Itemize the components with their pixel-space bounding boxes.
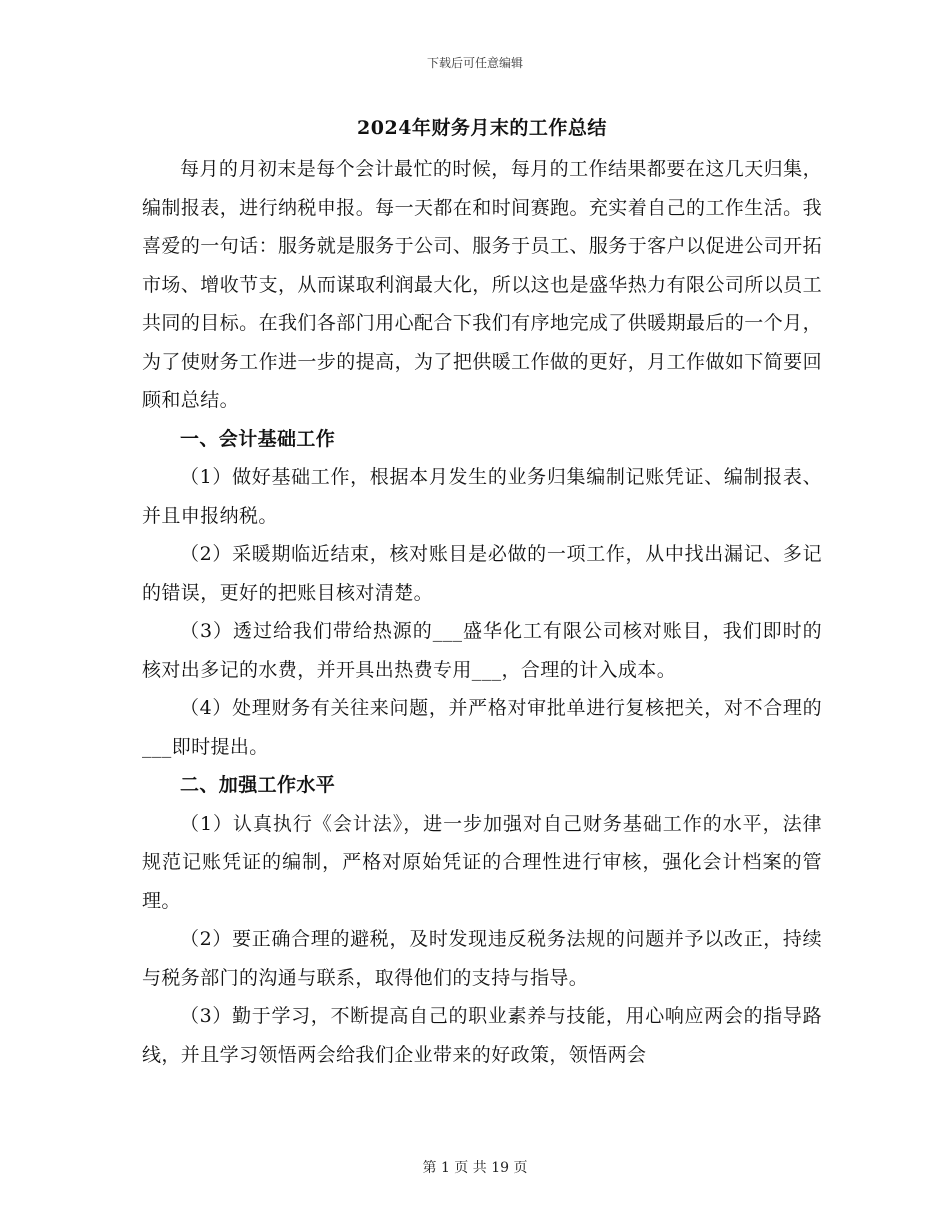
section-item: （1）认真执行《会计法》，进一步加强对自己财务基础工作的水平，法律规范记账凭证的编制，严格对原始凭证的合理性进行审核，强化会计档案的管理。 (142, 812, 822, 912)
section-item: （2）要正确合理的避税，及时发现违反税务法规的问题并予以改正，持续与税务部门的沟通与联系，取得他们的支持与指导。 (142, 928, 822, 989)
document-body (142, 112, 822, 1074)
section-item: （3）勤于学习，不断提高自己的职业素养与技能，用心响应两会的指导路线，并且学习领悟两会给我们企业带来的好政策，领悟两会 (142, 1005, 822, 1066)
header-note: 下载后可任意编辑 (426, 56, 523, 70)
section-item: （4）处理财务有关往来问题，并严格对审批单进行复核把关，对不合理的___即时提出。 (142, 697, 822, 758)
intro-paragraph: 每月的月初末是每个会计最忙的时候，每月的工作结果都要在这几天归集，编制报表，进行纳税申报。每一天都在和时间赛跑。充实着自己的工作生活。我喜爱的一句话：服务就是服务于公司、服务于员工、服务于客户以促进公司开拓市场、增收节支，从而谋取利润最大化，所以这也是盛华热力有限公司所以员工共同的目标。在我们各部门用心配合下我们有序地完成了供暖期最后的一个月，为了使财务工作进一步的提高，为了把供暖工作做的更好，月工作做如下简要回顾和总结。 (142, 158, 822, 411)
section-item: （3）透过给我们带给热源的___盛华化工有限公司核对账目，我们即时的核对出多记的水费，并开具出热费专用___，合理的计入成本。 (142, 620, 822, 681)
section-heading: 二、加强工作水平 (180, 774, 336, 796)
page-number: 第 1 页 共 19 页 (422, 1160, 528, 1176)
section-item: （2）采暖期临近结束，核对账目是必做的一项工作，从中找出漏记、多记的错误，更好的把账目核对清楚。 (142, 543, 822, 604)
section-item: （1）做好基础工作，根据本月发生的业务归集编制记账凭证、编制报表、并且申报纳税。 (142, 466, 822, 527)
section-heading: 一、会计基础工作 (180, 427, 336, 450)
document-title: 2024年财务月末的工作总结 (357, 117, 607, 139)
